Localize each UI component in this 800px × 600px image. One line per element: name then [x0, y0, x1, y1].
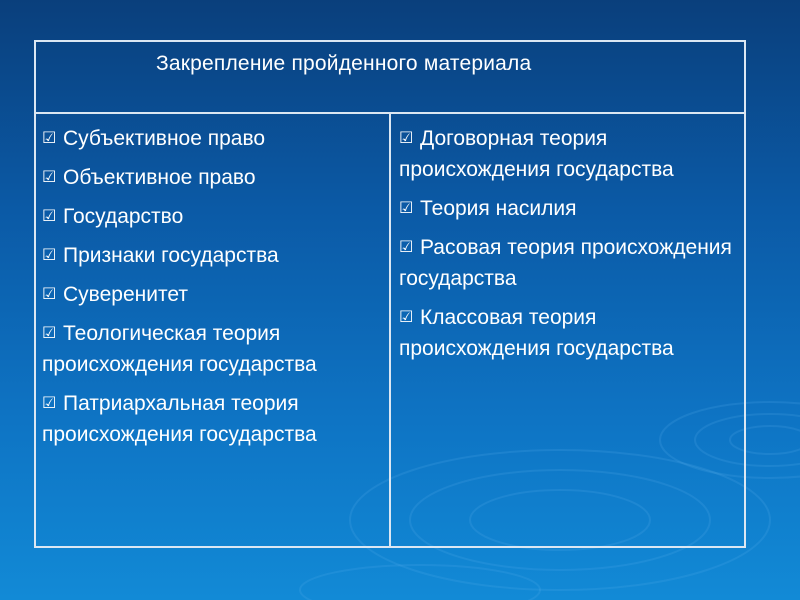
left-topic-list [36, 114, 389, 450]
checkbox-icon: ☑ [399, 307, 414, 326]
right-column [391, 114, 744, 546]
item-label: Суверенитет [63, 283, 188, 306]
checkbox-icon: ☑ [42, 323, 57, 342]
list-item [399, 192, 738, 224]
checkbox-icon: ☑ [399, 198, 414, 217]
list-item [399, 231, 738, 294]
list-item [42, 387, 383, 450]
left-column [36, 114, 391, 546]
checkbox-icon: ☑ [399, 237, 414, 256]
list-item [399, 122, 738, 185]
right-topic-list [391, 114, 744, 364]
list-item [42, 122, 383, 154]
table-header [36, 42, 744, 114]
item-label: Объективное право [63, 166, 256, 189]
item-label: Теологическая теория происхождения государства [42, 322, 317, 376]
item-label: Государство [63, 205, 184, 228]
item-label: Расовая теория происхождения государства [399, 236, 732, 290]
item-label: Субъективное право [63, 127, 266, 150]
item-label: Договорная теория происхождения государства [399, 127, 674, 181]
summary-table [34, 40, 746, 548]
checkbox-icon: ☑ [42, 245, 57, 264]
checkbox-icon: ☑ [42, 206, 57, 225]
item-label: Признаки государства [63, 244, 279, 267]
list-item [399, 301, 738, 364]
table-title: Закрепление пройденного материала [156, 52, 532, 75]
checkbox-icon: ☑ [399, 128, 414, 147]
list-item [42, 161, 383, 193]
list-item [42, 239, 383, 271]
checkbox-icon: ☑ [42, 128, 57, 147]
item-label: Классовая теория происхождения государства [399, 306, 674, 360]
checkbox-icon: ☑ [42, 167, 57, 186]
item-label: Патриархальная теория происхождения государства [42, 392, 317, 446]
list-item [42, 278, 383, 310]
checkbox-icon: ☑ [42, 393, 57, 412]
checkbox-icon: ☑ [42, 284, 57, 303]
item-label: Теория насилия [420, 197, 577, 220]
list-item [42, 200, 383, 232]
list-item [42, 317, 383, 380]
